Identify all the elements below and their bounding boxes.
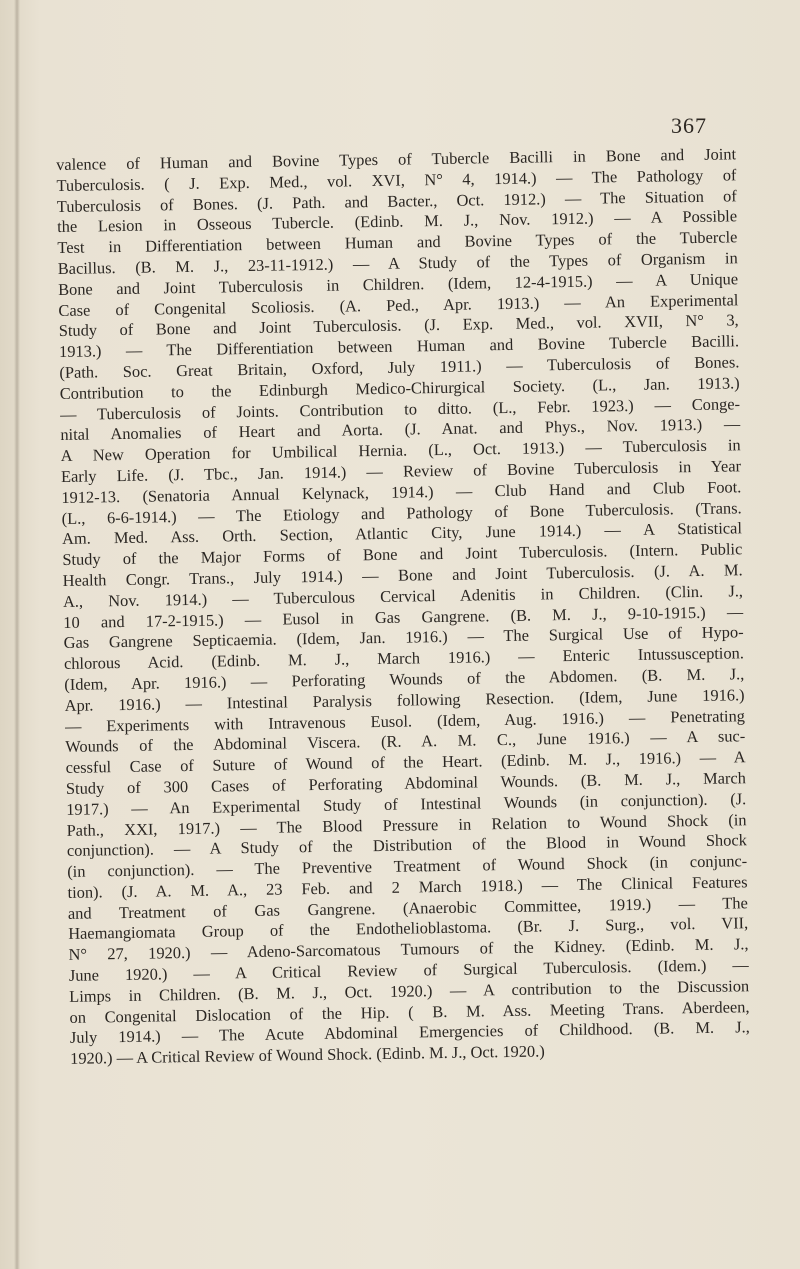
text-line: Tuberculosis of Bones. (J. Path. and Bacter., Oct. 1912.) — The Situation of [56, 185, 737, 216]
text-line: June 1920.) — A Critical Review of Surgical Tuberculosis. (Idem.) — [68, 955, 749, 985]
text-line: Am. Med. Ass. Orth. Section, Atlantic City, June 1914.) — A Statistical [61, 518, 743, 549]
text-line: (L., 6-6-1914.) — The Etiology and Pathology of Bone Tuberculosis. (Trans. [61, 497, 742, 528]
text-line: Tuberculosis. ( J. Exp. Med., vol. XVI, N° 4, 1914.) — The Pathology of [56, 165, 737, 195]
text-line: A., Nov. 1914.) — Tuberculous Cervical Adenitis in Children. (Clin. J., [62, 580, 744, 611]
text-line: — Experiments with Intravenous Eusol. (Idem, Aug. 1916.) — Penetrating [64, 705, 746, 736]
text-line: 1912-13. (Senatoria Annual Kelynack, 1914.) — Club Hand and Club Foot. [61, 477, 742, 507]
text-line: Study of Bone and Joint Tuberculosis. (J. Exp. Med., vol. XVII, N° 3, [58, 310, 739, 341]
text-line: 1917.) — An Experimental Study of Intestinal Wounds (in conjunction). (J. [66, 788, 747, 819]
text-line: — Tuberculosis of Joints. Contribution to ditto. (L., Febr. 1923.) — Conge- [59, 393, 741, 424]
text-line: 1913.) — The Differentiation between Human and Bovine Tubercle Bacilli. [58, 331, 740, 362]
text-line: Health Congr. Trans., July 1914.) — Bone and Joint Tuberculosis. (J. A. M. [62, 560, 743, 590]
text-line: nital Anomalies of Heart and Aorta. (J. Anat. and Phys., Nov. 1913.) — [60, 414, 741, 445]
text-line: Case of Congenital Scoliosis. (A. Ped., Apr. 1913.) — An Experimental [58, 289, 739, 320]
bibliography-text-block [56, 144, 750, 1070]
text-line: N° 27, 1920.) — Adeno-Sarcomatous Tumours of the Kidney. (Edinb. M. J., [68, 934, 749, 965]
binding-edge-shadow [14, 0, 20, 1269]
page-number: 367 [671, 113, 707, 138]
text-line: Wounds of the Abdominal Viscera. (R. A. M. C., June 1916.) — A suc- [65, 726, 746, 757]
text-line: on Congenital Dislocation of the Hip. ( B. M. Ass. Meeting Trans. Aberdeen, [69, 996, 750, 1027]
text-line: tion). (J. A. M. A., 23 Feb. and 2 March 1918.) — The Clinical Features [67, 872, 748, 902]
text-line: Test in Differentiation between Human and Bovine Types of the Tubercle [57, 227, 738, 258]
text-line: 10 and 17-2-1915.) — Eusol in Gas Gangrene. (B. M. J., 9-10-1915.) — [63, 601, 744, 632]
text-line: Bacillus. (B. M. J., 23-11-1912.) — A Study of the Types of Organism in [57, 248, 738, 278]
text-line: 1920.) — A Critical Review of Wound Shock. (Edinb. M. J., Oct. 1920.) [70, 1041, 545, 1069]
text-line: (Idem, Apr. 1916.) — Perforating Wounds of the Abdomen. (B. M. J., [64, 664, 745, 694]
text-line: (Path. Soc. Great Britain, Oxford, July 1911.) — Tuberculosis of Bones. [59, 352, 740, 382]
text-line: Limps in Children. (B. M. J., Oct. 1920.) — A contribution to the Discussion [69, 976, 750, 1006]
text-line: Study of 300 Cases of Perforating Abdominal Wounds. (B. M. J., March [65, 768, 747, 798]
text-line: A New Operation for Umbilical Hernia. (L., Oct. 1913.) — Tuberculosis in [60, 435, 741, 466]
text-line: (in conjunction). — The Preventive Treatment of Wound Shock (in conjunc- [67, 851, 748, 882]
text-line: Contribution to the Edinburgh Medico-Chirurgical Society. (L., Jan. 1913.) [59, 373, 740, 403]
text-line: Bone and Joint Tuberculosis in Children. (Idem, 12-4-1915.) — A Unique [57, 269, 739, 299]
text-line: Study of the Major Forms of Bone and Joint Tuberculosis. (Intern. Public [62, 539, 743, 570]
text-line: Apr. 1916.) — Intestinal Paralysis following Resection. (Idem, June 1916.) [64, 684, 745, 715]
text-line: conjunction). — A Study of the Distribution of the Blood in Wound Shock [66, 830, 747, 861]
text-line: chlorous Acid. (Edinb. M. J., March 1916.) — Enteric Intussusception. [63, 643, 745, 674]
text-line: valence of Human and Bovine Types of Tubercle Bacilli in Bone and Joint [56, 144, 737, 174]
text-line: Gas Gangrene Septicaemia. (Idem, Jan. 1916.) — The Surgical Use of Hypo- [63, 622, 744, 653]
text-line: cessful Case of Suture of Wound of the Heart. (Edinb. M. J., 1916.) — A [65, 747, 746, 778]
text-line: July 1914.) — The Acute Abdominal Emergencies of Childhood. (B. M. J., [69, 1017, 750, 1048]
text-line: the Lesion in Osseous Tubercle. (Edinb. M. J., Nov. 1912.) — A Possible [56, 206, 738, 237]
text-line: and Treatment of Gas Gangrene. (Anaerobic Committee, 1919.) — The [67, 892, 748, 923]
text-line: Haemangiomata Group of the Endothelioblastoma. (Br. J. Surg., vol. VII, [68, 913, 749, 944]
text-line: Early Life. (J. Tbc., Jan. 1914.) — Review of Bovine Tuberculosis in Year [60, 456, 742, 486]
text-line: Path., XXI, 1917.) — The Blood Pressure in Relation to Wound Shock (in [66, 809, 747, 840]
